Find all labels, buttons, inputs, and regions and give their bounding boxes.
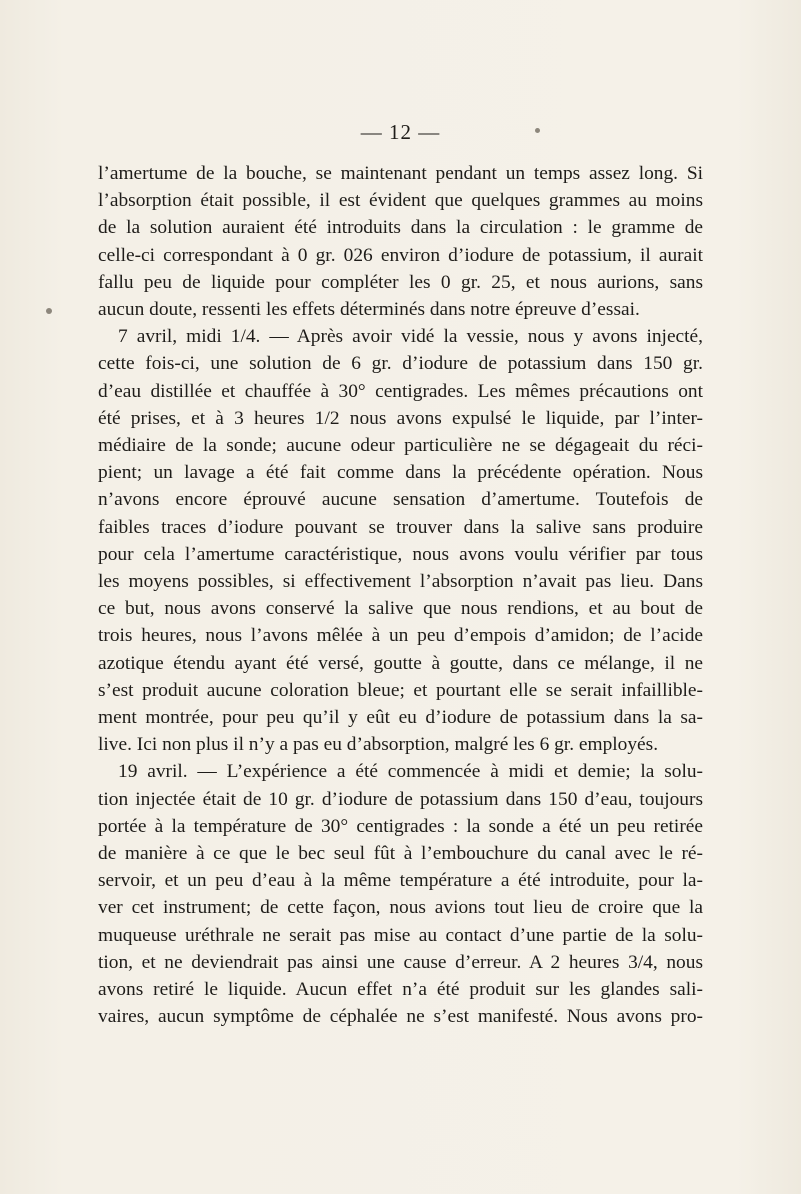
text-line: muqueuse uréthrale ne serait pas mise au contact d’une partie de la solu- [98,924,703,946]
text-line: ce but, nous avons conservé la salive que nous rendions, et au bout de [98,598,703,620]
text-line: médiaire de la sonde; aucune odeur particulière ne se dégageait du réci- [98,435,703,457]
text-line: portée à la température de 30° centigrades : la sonde a été un peu retirée [98,815,703,837]
page-number: — 12 — [360,120,441,144]
text-line: cette fois-ci, une solution de 6 gr. d’iodure de potassium dans 150 gr. [98,353,703,375]
text-line: l’amertume de la bouche, se maintenant pendant un temps assez long. Si [98,163,703,184]
text-line: vaires, aucun symptôme de céphalée ne s’est manifesté. Nous avons pro- [98,1006,703,1028]
text-line: live. Ici non plus il n’y a pas eu d’absorption, malgré les 6 gr. employés. [98,734,659,756]
text-line: l’absorption était possible, il est évident que quelques grammes au moins [98,190,703,212]
text-line: été prises, et à 3 heures 1/2 nous avons expulsé le liquide, par l’inter- [98,407,703,429]
text-line: fallu peu de liquide pour compléter les 0 gr. 25, et nous aurions, sans [98,271,703,293]
text-line: 19 avril. — L’expérience a été commencée à midi et demie; la solu- [118,761,703,783]
text-line: faibles traces d’iodure pouvant se trouver dans la salive sans produire [98,516,703,538]
text-line: azotique étendu ayant été versé, goutte à goutte, dans ce mélange, il ne [98,652,703,674]
body-text [98,160,703,1031]
paragraph-7-avril [98,323,703,758]
text-line: s’est produit aucune coloration bleue; et pourtant elle se serait infaillible- [98,679,703,701]
paragraph-19-avril [98,758,703,1030]
text-line: les moyens possibles, si effectivement l’absorption n’avait pas lieu. Dans [98,571,703,593]
text-line: n’avons encore éprouvé aucune sensation d’amertume. Toutefois de [98,489,703,511]
text-line: trois heures, nous l’avons mêlée à un peu d’empois d’amidon; de l’acide [98,625,703,647]
text-line: ver cet instrument; de cette façon, nous avions tout lieu de croire que la [98,897,703,919]
text-line: servoir, et un peu d’eau à la même température a été introduite, pour la- [98,870,703,892]
text-line: tion injectée était de 10 gr. d’iodure de potassium dans 150 d’eau, toujours [98,788,703,810]
paragraph-continuation [98,160,703,323]
text-line: pient; un lavage a été fait comme dans la précédente opération. Nous [98,462,703,484]
text-line: pour cela l’amertume caractéristique, nous avons voulu vérifier par tous [98,543,703,565]
text-line: ment montrée, pour peu qu’il y eût eu d’iodure de potassium dans la sa- [98,707,703,729]
text-line: d’eau distillée et chauffée à 30° centigrades. Les mêmes précautions ont [98,380,703,402]
text-line: aucun doute, ressenti les effets déterminés dans notre épreuve d’essai. [98,299,640,321]
text-line: tion, et ne deviendrait pas ainsi une cause d’erreur. A 2 heures 3/4, nous [98,951,703,973]
text-line: de la solution auraient été introduits dans la circulation : le gramme de [98,217,703,239]
text-line: 7 avril, midi 1/4. — Après avoir vidé la vessie, nous y avons injecté, [118,326,703,348]
text-line: avons retiré le liquide. Aucun effet n’a été produit sur les glandes sali- [98,979,703,1001]
margin-mark [46,308,52,314]
text-line: celle-ci correspondant à 0 gr. 026 environ d’iodure de potassium, il aurait [98,244,703,266]
text-line: de manière à ce que le bec seul fût à l’embouchure du canal avec le ré- [98,843,703,865]
